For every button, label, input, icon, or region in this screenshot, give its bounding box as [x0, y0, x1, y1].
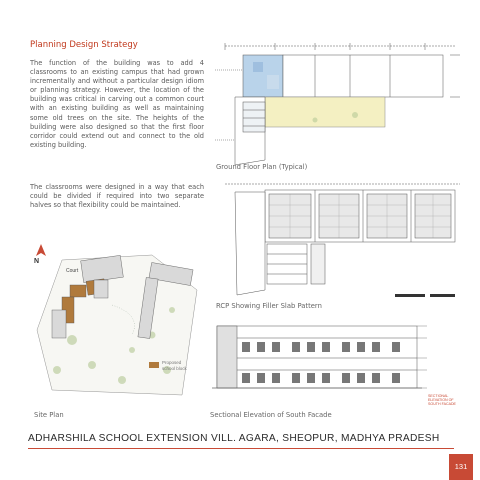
- page-number: 131: [449, 454, 473, 480]
- section-tag: SECTIONAL ELEVATION OF SOUTH FACADE: [428, 394, 456, 407]
- caption-section: Sectional Elevation of South Facade: [210, 411, 332, 419]
- footer-title: ADHARSHILA SCHOOL EXTENSION VILL. AGARA, SHEOPUR, MADHYA PRADESH: [28, 433, 440, 444]
- caption-rcp: RCP Showing Filler Slab Pattern: [216, 302, 322, 310]
- rcp-drawing: [215, 180, 465, 300]
- section-heading: Planning Design Strategy: [30, 40, 138, 50]
- footer-divider: [28, 448, 454, 449]
- court-label: Court: [66, 268, 79, 274]
- legend-swatch: [149, 362, 159, 368]
- caption-site-plan: Site Plan: [34, 411, 64, 419]
- legend-label: Proposed school block: [162, 360, 187, 371]
- caption-ground-floor-plan: Ground Floor Plan (Typical): [216, 163, 308, 171]
- site-plan-drawing: [32, 240, 202, 400]
- paragraph-classrooms: The classrooms were designed in a way that each could be divided if required into two separate halves so that flexibility could be maintained.: [30, 183, 204, 210]
- north-label: N: [34, 258, 40, 265]
- ground-floor-plan-drawing: [215, 40, 465, 170]
- paragraph-intro: The function of the building was to add 4 classrooms to an existing campus that had grown incrementally and without a particular design idiom or planning strategy. However, the location of the building was critical in carving out a common court with an existing building as well as maintaining some old trees on the site. The heights of the building were also designed so that the first floor corridor could extend out and connect to the old existing building.: [30, 59, 204, 149]
